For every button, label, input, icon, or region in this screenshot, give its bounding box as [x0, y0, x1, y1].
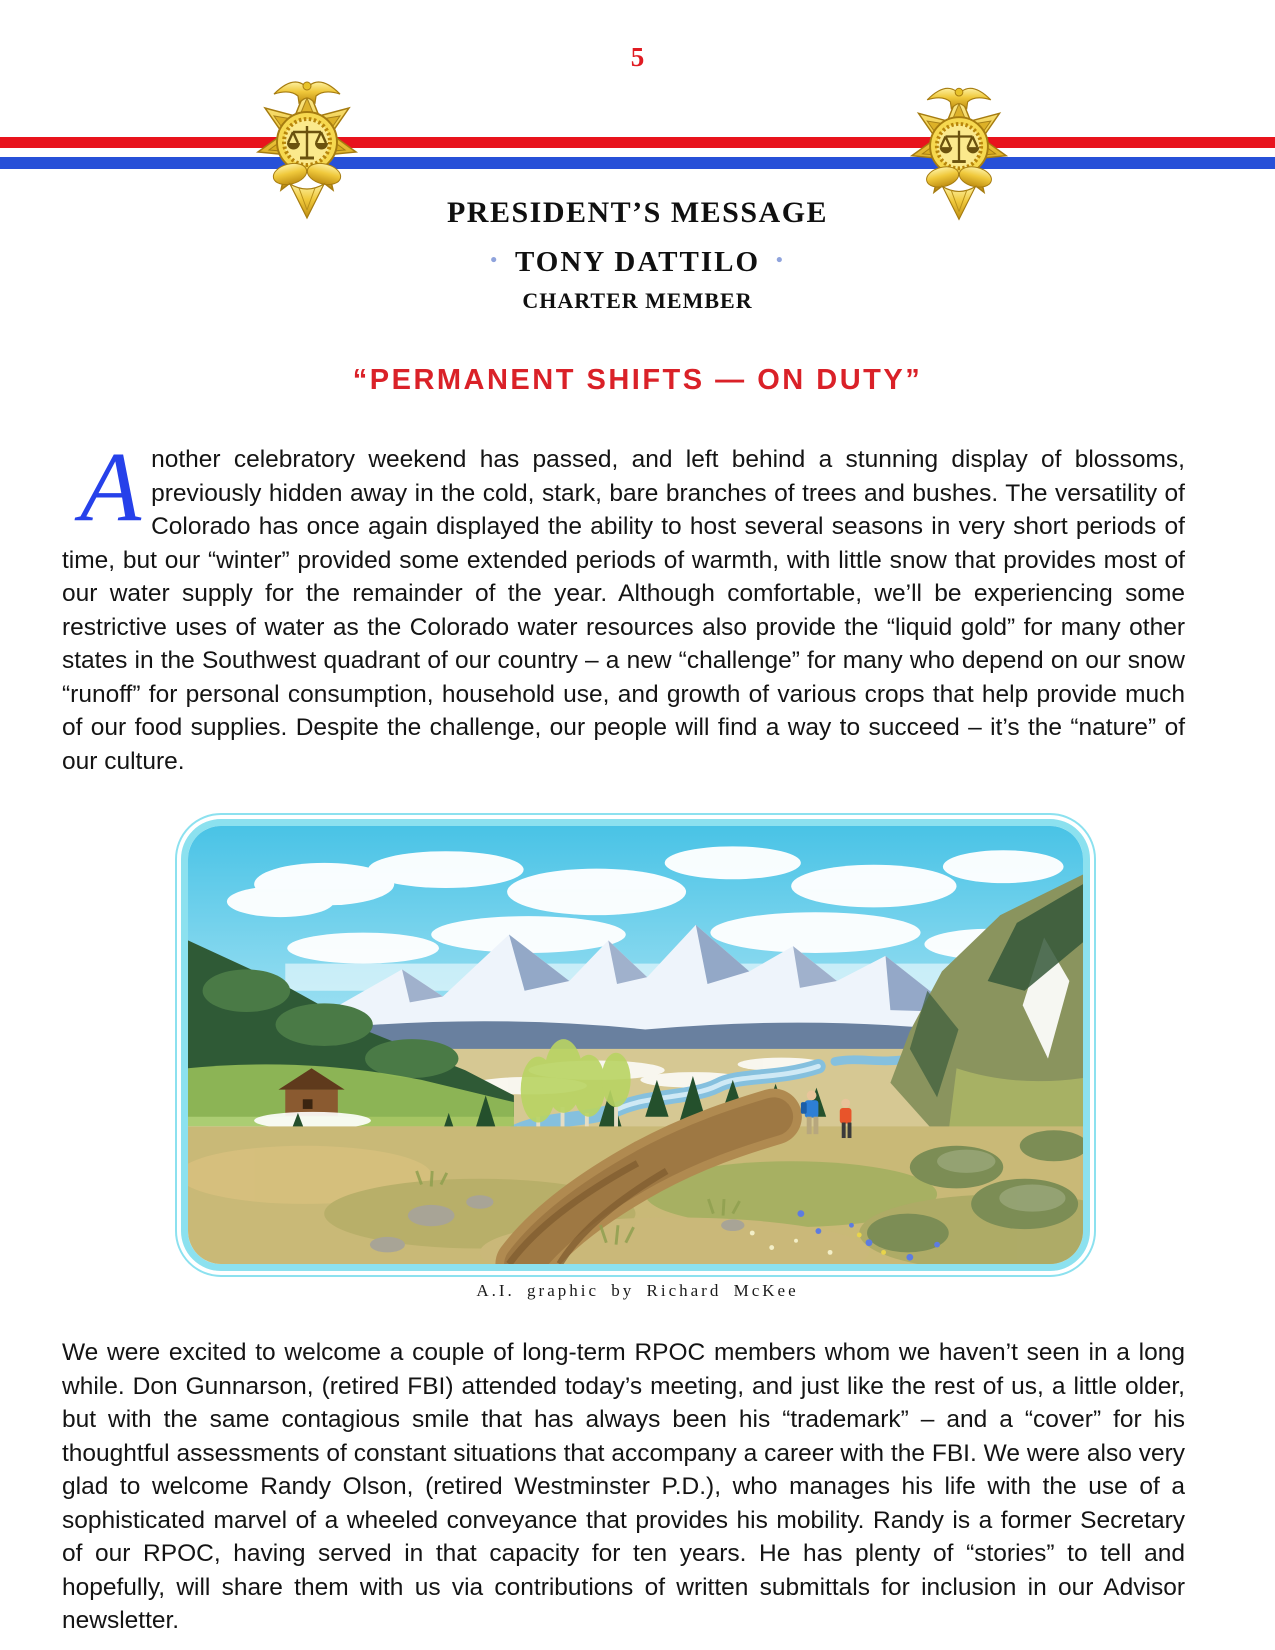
landscape-photo [188, 826, 1083, 1264]
photo-frame [175, 813, 1096, 1277]
section-title: PRESIDENT’S MESSAGE [446, 196, 829, 229]
red-stripe [0, 137, 1275, 148]
author-row [0, 246, 1275, 279]
author-name: TONY DATTILO [514, 246, 761, 278]
page-number: 5 [630, 42, 645, 72]
article-paragraph-2: We were excited to welcome a couple of long-term RPOC members whom we haven’t seen in a long while. Don Gunnarson, (retired FBI) attended today’s meeting, and just like the rest of us, a little older, but with the same contagious smile that has always been his “trademark” – and a “cover” for his thoughtful assessments of constant situations that accompany a career with the FBI. We were also very glad to welcome Randy Olson, (retired Westminster P.D.), who manages his life with the use of a sophisticated marvel of a wheeled conveyance that provides his mobility. Randy is a former Secretary of our RPOC, having served in that capacity for ten years. He has plenty of “stories” to tell and hopefully, will share them with us via contributions of written submittals for inclusion in our Advisor newsletter. [62, 1339, 1185, 1634]
masthead [0, 196, 1275, 314]
drop-cap: A [80, 431, 142, 542]
paragraph-1-text: nother celebratory weekend has passed, and left behind a stunning display of blossoms, previously hidden away in the cold, stark, bare branches of trees and bushes. The versatility of Colorado has once again displayed the ability to host several seasons in very short periods of time, but our “winter” provided some extended periods of warmth, with little snow that provides most of our water supply for the remainder of the year. Although comfortable, we’ll be experiencing some restrictive uses of water as the Colorado water resources also provide the “liquid gold” for many other states in the Southwest quadrant of our country – a new “challenge” for many who depend on our snow “runoff” for personal consumption, household use, and growth of various crops that help provide much of our food supplies. Despite the challenge, our people will find a way to succeed – it’s the “nature” of our culture. [62, 446, 1185, 775]
article-paragraph-1 [62, 431, 1185, 778]
photo-frame-inner [181, 819, 1090, 1271]
author-bullet-left: • [490, 250, 499, 271]
article-headline: “PERMANENT SHIFTS — ON DUTY” [352, 364, 923, 396]
member-subtitle: CHARTER MEMBER [522, 288, 753, 313]
author-bullet-right: • [776, 250, 785, 271]
photo-caption: A.I. graphic by Richard McKee [476, 1281, 799, 1300]
blue-stripe [0, 157, 1275, 169]
